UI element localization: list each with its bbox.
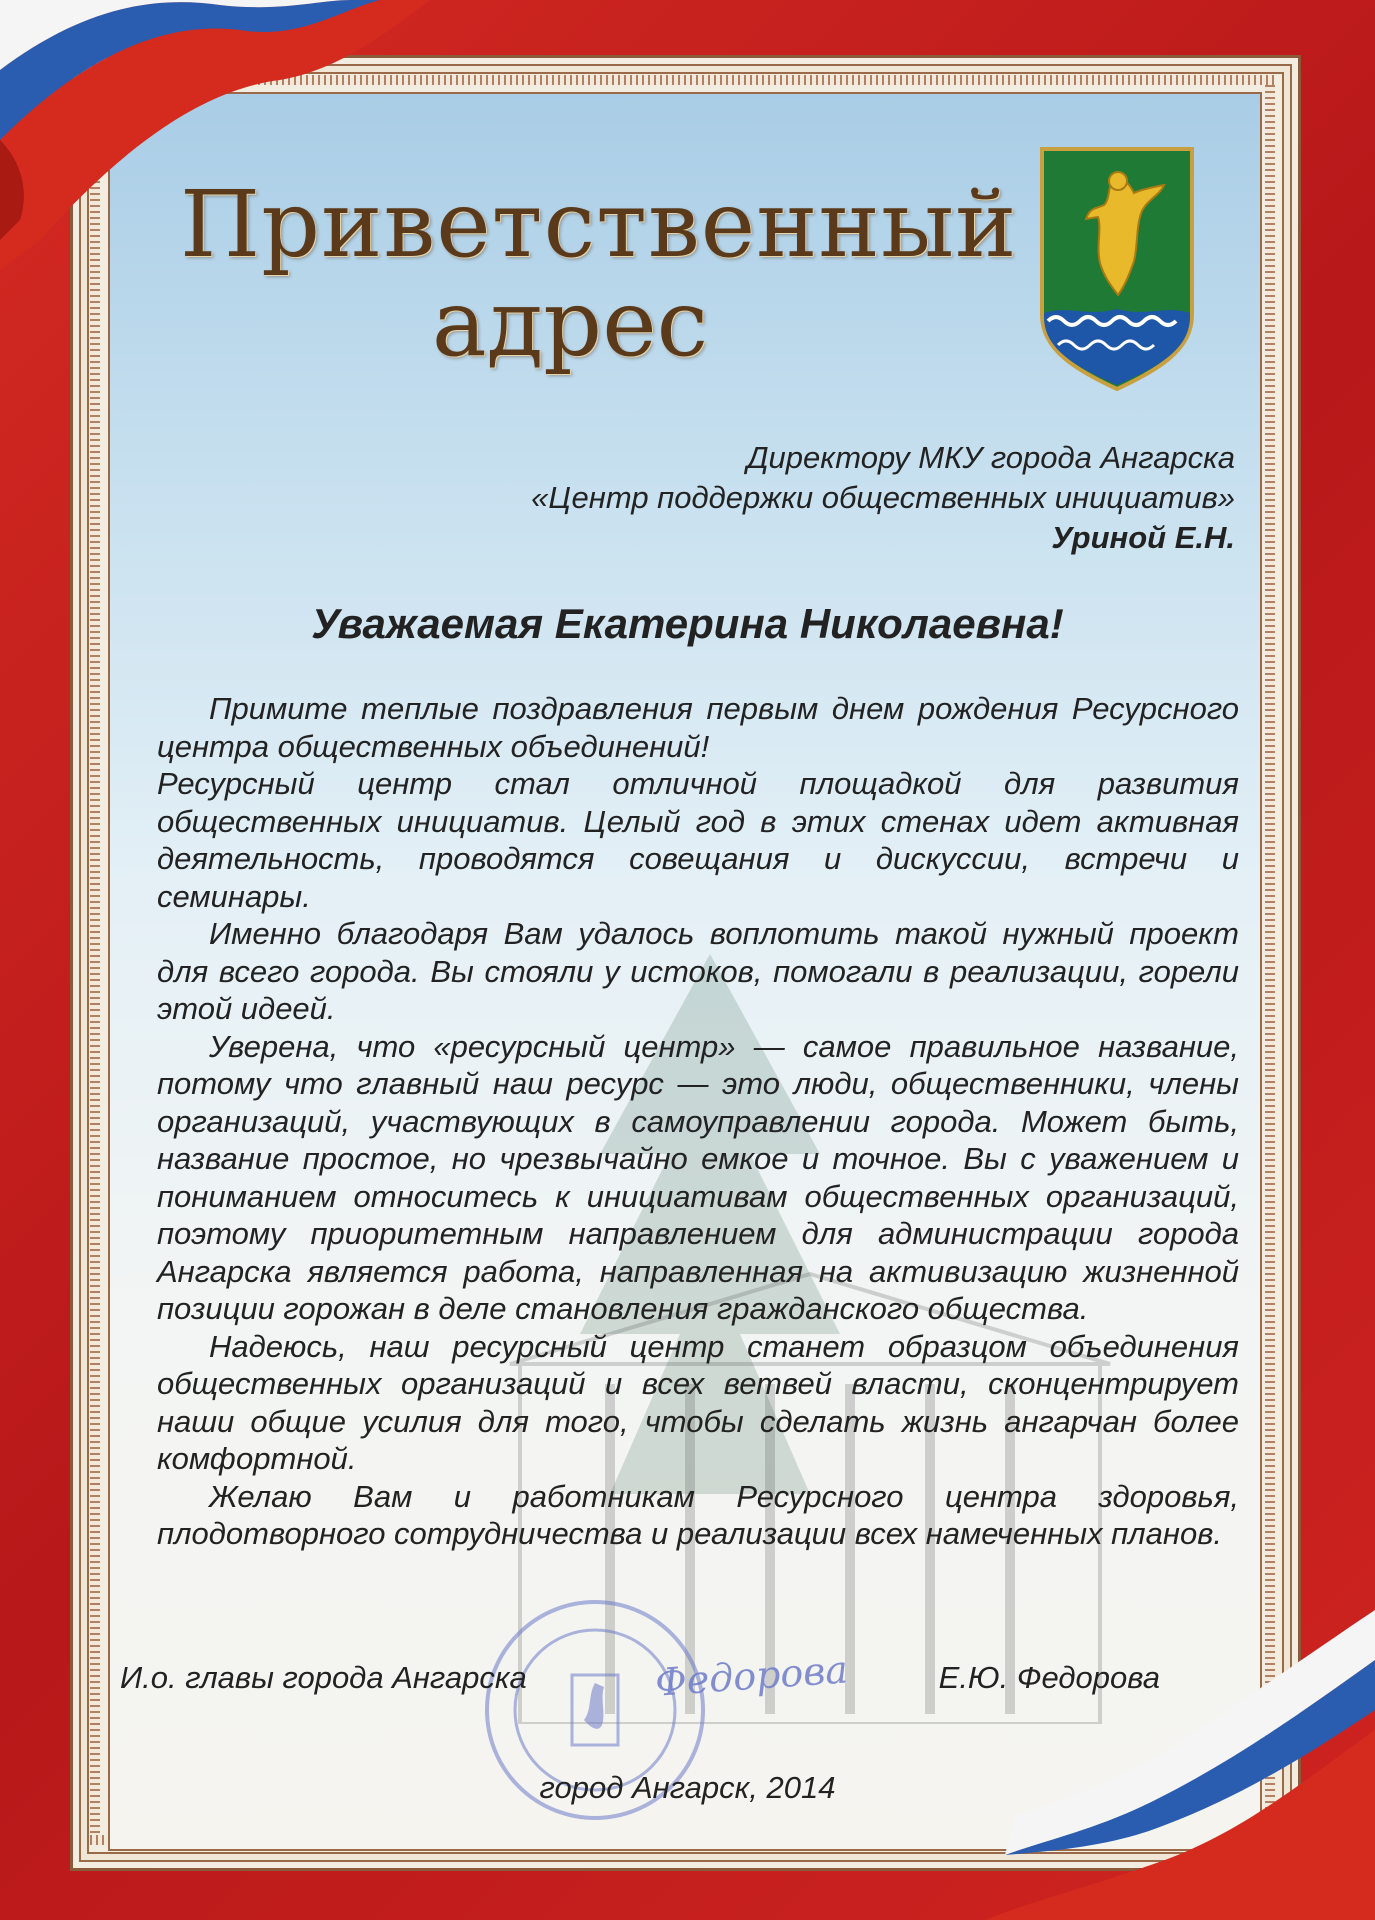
body-paragraph: Уверена, что «ресурсный центр» — самое правильное название, потому что главный наш ресурс — это люди, общественники, члены организаций, участвующих в самоуправлении города. Может быть, название простое, но чрезвычайно емкое и точное. Вы с уважением и пониманием относитесь к инициативам общественных организаций, поэтому приоритетным направлением для администрации города Ангарска является работа, направленная на активизацию жизненной позиции горожан в деле становления гражданского общества. [157,1028,1239,1326]
handwritten-signature: Федорова [653,1647,850,1705]
signatory-position: И.о. главы города Ангарска [120,1660,527,1695]
certificate-title [180,171,1018,378]
greeting: Уважаемая Екатерина Николаевна! [311,600,1064,647]
body-paragraph: Желаю Вам и работникам Ресурсного центра здоровья, плодотворного сотрудничества и реализации всех намеченных планов. [157,1478,1239,1551]
title-line-1: Приветственный [180,171,1018,278]
body-paragraph: Примите теплые поздравления первым днем рождения Ресурсного центра общественных объединений! [157,691,1239,764]
title-line-2: адрес [431,270,709,378]
body-paragraph: Ресурсный центр стал отличной площадкой для развития общественных инициатив. Целый год в этих стенах идет активная деятельность, проводятся совещания и дискуссии, встречи и семинары. [157,766,1239,914]
addressee-name: Уриной Е.Н. [1051,520,1235,555]
addressee-line-1: Директору МКУ города Ангарска [746,440,1235,475]
city-coat-of-arms-icon [1038,145,1196,393]
addressee-block [531,438,1235,558]
signature-block [120,1647,1160,1710]
letter-body [157,690,1239,1553]
body-paragraph: Надеюсь, наш ресурсный центр станет образцом объединения общественных организаций и всех ветвей власти, сконцентрирует наши общие усилия для того, чтобы сделать жизнь ангарчан более комфортной. [157,1328,1239,1476]
russian-flag-bottom-right-icon [945,1580,1375,1920]
signatory-name: Е.Ю. Федорова [938,1660,1160,1695]
city-and-year: город Ангарск, 2014 [539,1770,836,1805]
addressee-line-2: «Центр поддержки общественных инициатив» [531,480,1235,515]
body-paragraph: Именно благодаря Вам удалось воплотить такой нужный проект для всего города. Вы стояли у истоков, помогали в реализации, горели этой идеей. [157,916,1239,1026]
